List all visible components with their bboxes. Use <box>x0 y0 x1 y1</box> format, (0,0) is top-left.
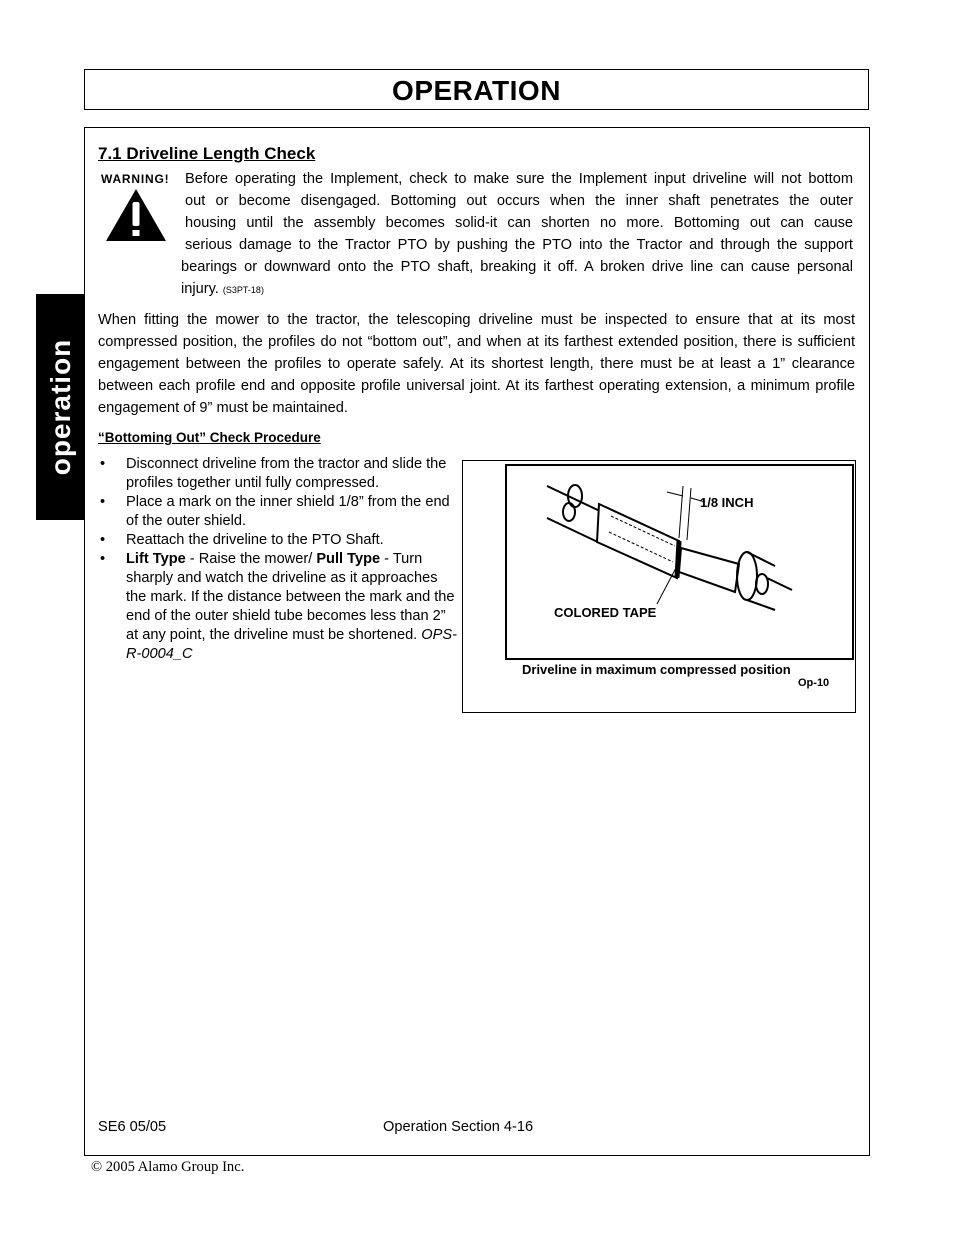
list-item-text: Disconnect driveline from the tractor and slide the profiles together until fully compressed. <box>126 456 447 491</box>
section-heading: 7.1 Driveline Length Check <box>98 144 316 163</box>
figure-label-colored-tape: COLORED TAPE <box>554 605 657 620</box>
figure-label-eighth-inch: 1/8 INCH <box>700 495 754 510</box>
list-item <box>98 493 458 531</box>
list-item-text: Reattach the driveline to the PTO Shaft. <box>126 532 384 548</box>
procedure-heading: “Bottoming Out” Check Procedure <box>98 430 321 445</box>
warning-line-5: bearings or downward onto the PTO shaft, breaking it off. A broken drive line can cause personal <box>181 259 853 275</box>
warning-line-3: housing until the assembly becomes solid-it can shorten no more. Bottoming out can cause <box>185 215 853 231</box>
list-item <box>98 531 458 550</box>
list-item <box>98 550 458 664</box>
warning-line-4: serious damage to the Tractor PTO by pushing the PTO into the Tractor and through the support <box>185 237 853 253</box>
warning-line-1: Before operating the Implement, check to make sure the Implement input driveline will not bottom <box>185 171 853 187</box>
copyright: © 2005 Alamo Group Inc. <box>91 1159 245 1175</box>
side-tab-label: operation <box>44 338 76 476</box>
bullet: • <box>100 494 106 510</box>
warning-line-6 <box>181 278 853 301</box>
list-item-text: - Raise the mower/ <box>185 551 317 567</box>
footer-page-number: Operation Section 4-16 <box>383 1119 534 1135</box>
list-item-text: Place a mark on the inner shield 1/8” from the end of the outer shield. <box>126 494 450 529</box>
pull-type-label: Pull Type <box>316 551 381 567</box>
page-header <box>84 69 869 110</box>
footer-model-date: SE6 05/05 <box>98 1119 167 1135</box>
body-paragraph: When fitting the mower to the tractor, the telescoping driveline must be inspected to ensure that at its most compressed position, the profiles do not “bottom out”, and when at its farthest extended position, there is sufficient engagement between the profiles to operate safely. At its shortest length, there must be at least a 1” clearance between each profile end and opposite profile universal joint. At its farthest operating extension, a minimum profile engagement of 9” must be maintained. <box>98 312 855 416</box>
warning-label: WARNING! <box>101 172 170 186</box>
page-title: OPERATION <box>392 75 561 106</box>
warning-text <box>181 168 853 301</box>
procedure-list <box>98 455 458 664</box>
figure-caption: Driveline in maximum compressed position <box>522 662 791 677</box>
warning-line-6-text: injury. <box>181 281 219 297</box>
bullet: • <box>100 532 106 548</box>
figure-code: Op-10 <box>798 677 830 689</box>
warning-line-2: out or become disengaged. Bottoming out occurs when the inner shaft penetrates the outer <box>185 193 853 209</box>
procedure-code: OPS-R-0004_C <box>126 627 457 662</box>
bullet: • <box>100 551 106 567</box>
side-tab <box>36 294 85 520</box>
lift-type-label: Lift Type <box>126 551 186 567</box>
driveline-illustration <box>507 466 852 658</box>
bullet: • <box>100 456 106 472</box>
list-item <box>98 455 458 493</box>
warning-triangle-icon <box>104 187 168 243</box>
list-item-text: - Turn sharply and watch the driveline as it approaches the mark. If the distance between the mark and the end of the outer shield tube becomes less than 2” at any point, the driveline must be shortened. <box>126 551 455 643</box>
warning-code: (S3PT-18) <box>222 285 264 295</box>
